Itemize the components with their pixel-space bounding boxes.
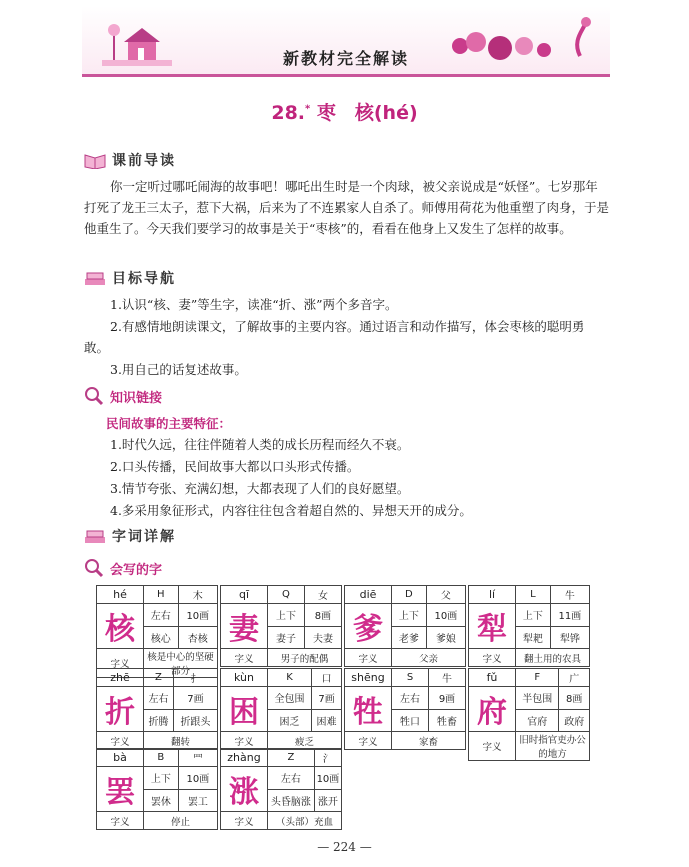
strokes: 11画 [550, 604, 589, 627]
strokes: 10画 [314, 767, 341, 790]
pinyin: zhàng [221, 749, 268, 767]
structure: 全包围 [268, 687, 312, 710]
character: 困 [221, 687, 268, 732]
strokes: 8画 [559, 687, 590, 710]
word: 老爹 [392, 626, 427, 649]
radical: 女 [304, 586, 341, 604]
flower-decoration-icon [440, 16, 600, 66]
books-icon [84, 269, 106, 287]
strokes: 7画 [173, 687, 217, 710]
letter: D [392, 586, 427, 604]
character: 妻 [221, 604, 268, 649]
pinyin: shēng [345, 669, 392, 687]
intro-heading [84, 150, 176, 170]
meaning-label: 字义 [469, 732, 516, 761]
structure: 左右 [392, 687, 429, 710]
structure: 左右 [268, 767, 315, 790]
strokes: 10画 [178, 767, 217, 790]
strokes: 9画 [429, 687, 466, 710]
meaning: 父亲 [392, 649, 466, 667]
pinyin: lí [469, 586, 516, 604]
strokes: 7画 [312, 687, 342, 710]
structure: 左右 [144, 687, 174, 710]
char-card-0 [96, 585, 218, 678]
meaning: （头部）充血 [268, 812, 342, 830]
char-card-2 [344, 585, 466, 667]
character: 罢 [97, 767, 144, 812]
knowledge-subtitle: 民间故事的主要特征： [106, 416, 232, 431]
word: 涨开 [314, 789, 341, 812]
lesson-name: 枣 核(hé) [316, 102, 418, 124]
character: 折 [97, 687, 144, 732]
meaning-label: 字义 [345, 649, 392, 667]
meaning: 疲乏 [268, 732, 342, 750]
meaning: 翻转 [144, 732, 218, 750]
letter: Z [144, 669, 174, 687]
knowledge-label: 知识链接 [110, 390, 163, 406]
knowledge-item: 3.情节夸张、充满幻想，大都表现了人们的良好愿望。 [110, 481, 410, 496]
magnifier-icon [84, 558, 104, 578]
letter: S [392, 669, 429, 687]
book-icon [84, 151, 106, 169]
letter: F [516, 669, 559, 687]
meaning: 男子的配偶 [268, 649, 342, 667]
strokes: 8画 [304, 604, 341, 627]
character: 府 [469, 687, 516, 732]
meaning-label: 字义 [221, 732, 268, 750]
magnifier-icon [84, 386, 104, 406]
lesson-title [0, 98, 689, 125]
knowledge-item: 4.多采用象征形式，内容往往包含着超自然的、异想天开的成分。 [110, 503, 472, 518]
letter: L [516, 586, 551, 604]
structure: 半包围 [516, 687, 559, 710]
word: 杏核 [178, 626, 217, 649]
char-card-7 [468, 668, 590, 761]
character: 涨 [221, 767, 268, 812]
goals-heading [84, 268, 176, 288]
pinyin: kùn [221, 669, 268, 687]
char-card-8 [96, 748, 218, 830]
letter: K [268, 669, 312, 687]
meaning: 旧时指官吏办公的地方 [516, 732, 590, 761]
radical: 扌 [173, 669, 217, 687]
word: 官府 [516, 709, 559, 732]
char-card-6 [344, 668, 466, 750]
char-card-9 [220, 748, 342, 830]
meaning-label: 字义 [469, 649, 516, 667]
write-chars-label: 会写的字 [110, 562, 163, 578]
letter: Q [268, 586, 305, 604]
letter: H [144, 586, 179, 604]
meaning-label: 字义 [345, 732, 392, 750]
words-heading [84, 526, 176, 546]
pinyin: qī [221, 586, 268, 604]
char-card-5 [220, 668, 342, 750]
word: 折跟头 [173, 709, 217, 732]
word: 罢工 [178, 789, 217, 812]
character: 牲 [345, 687, 392, 732]
page-number: — 224 — [317, 840, 372, 854]
structure: 上下 [516, 604, 551, 627]
words-label: 字词详解 [112, 529, 176, 545]
structure: 上下 [268, 604, 305, 627]
knowledge-item: 2.口头传播，民间故事大都以口头形式传播。 [110, 459, 360, 474]
intro-text: 你一定听过哪吒闹海的故事吧！哪吒出生时是一个肉球，被父亲说成是“妖怪”。七岁那年打死了龙王三太子，惹下大祸，后来为了不连累家人自杀了。师傅用荷花为他重塑了肉身，于是他重生了。今天我们要学习的故事是关于“枣核”的，看看在他身上又发生了怎样的故事。 [84, 179, 610, 236]
meaning: 家畜 [392, 732, 466, 750]
radical: 牛 [550, 586, 589, 604]
word: 牲畜 [429, 709, 466, 732]
pinyin: bà [97, 749, 144, 767]
word: 犁耙 [516, 626, 551, 649]
pinyin: hé [97, 586, 144, 604]
write-chars-heading [84, 558, 162, 578]
goal-item: 3.用自己的话复述故事。 [110, 362, 247, 377]
char-card-1 [220, 585, 342, 667]
meaning: 翻土用的农具 [516, 649, 590, 667]
word: 头昏脑涨 [268, 789, 315, 812]
knowledge-heading [84, 386, 162, 406]
word: 罢休 [144, 789, 179, 812]
meaning-label: 字义 [221, 649, 268, 667]
page-banner [82, 6, 610, 77]
pinyin: diē [345, 586, 392, 604]
radical: 氵 [314, 749, 341, 767]
lesson-number: 28. [271, 102, 306, 124]
books-icon [84, 527, 106, 545]
radical: 父 [426, 586, 465, 604]
structure: 左右 [144, 604, 179, 627]
pinyin: fǔ [469, 669, 516, 687]
meaning-label: 字义 [97, 649, 144, 678]
banner-title: 新教材完全解读 [282, 49, 409, 68]
word: 夫妻 [304, 626, 341, 649]
structure: 上下 [144, 767, 179, 790]
pinyin: zhē [97, 669, 144, 687]
radical: 罒 [178, 749, 217, 767]
strokes: 10画 [178, 604, 217, 627]
radical: 牛 [429, 669, 466, 687]
intro-label: 课前导读 [112, 153, 176, 169]
character: 犁 [469, 604, 516, 649]
meaning: 停止 [144, 812, 218, 830]
word: 困乏 [268, 709, 312, 732]
word: 爹娘 [426, 626, 465, 649]
word: 折腾 [144, 709, 174, 732]
knowledge-item: 1.时代久远，往往伴随着人类的成长历程而经久不衰。 [110, 437, 410, 452]
letter: B [144, 749, 179, 767]
meaning-label: 字义 [221, 812, 268, 830]
meaning-label: 字义 [97, 812, 144, 830]
word: 困难 [312, 709, 342, 732]
lesson-mark: * [305, 103, 311, 115]
char-card-4 [96, 668, 218, 750]
char-card-3 [468, 585, 590, 667]
meaning: 核是中心的坚硬部分 [144, 649, 218, 678]
word: 牲口 [392, 709, 429, 732]
letter: Z [268, 749, 315, 767]
character: 爹 [345, 604, 392, 649]
goals-label: 目标导航 [112, 271, 176, 287]
radical: 广 [559, 669, 590, 687]
word: 犁铧 [550, 626, 589, 649]
radical: 口 [312, 669, 342, 687]
goal-item: 1.认识“核、妻”等生字，读准“折、涨”两个多音字。 [110, 297, 398, 312]
word: 妻子 [268, 626, 305, 649]
character: 核 [97, 604, 144, 649]
radical: 木 [178, 586, 217, 604]
meaning-label: 字义 [97, 732, 144, 750]
structure: 上下 [392, 604, 427, 627]
word: 核心 [144, 626, 179, 649]
word: 政府 [559, 709, 590, 732]
goal-item: 2.有感情地朗读课文，了解故事的主要内容。通过语言和动作描写，体会枣核的聪明勇敢。 [84, 319, 585, 355]
strokes: 10画 [426, 604, 465, 627]
